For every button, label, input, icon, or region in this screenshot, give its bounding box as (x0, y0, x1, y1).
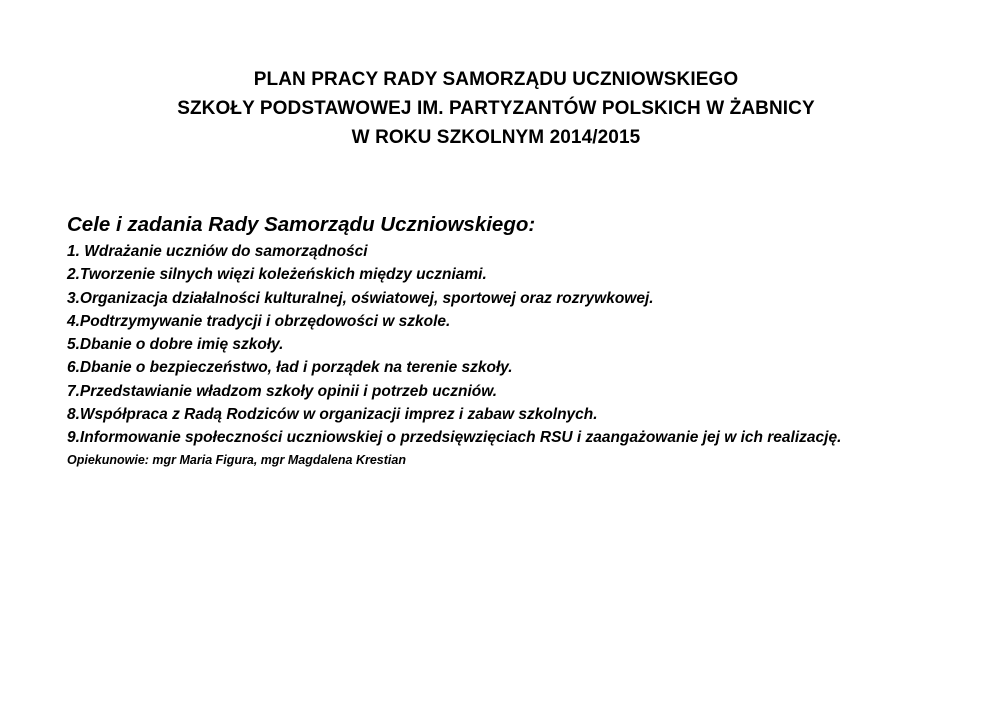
title-line-3: W ROKU SZKOLNYM 2014/2015 (351, 127, 641, 148)
goals-item-7: 7.Przedstawianie władzom szkoły opinii i potrzeb uczniów. (67, 382, 498, 400)
goals-item-4: 4.Podtrzymywanie tradycji i obrzędowości w szkole. (67, 312, 451, 330)
goals-item-2: 2.Tworzenie silnych więzi koleżeńskich między uczniami. (67, 266, 487, 284)
document-title (0, 65, 992, 152)
goals-item-5: 5.Dbanie o dobre imię szkoły. (67, 336, 284, 354)
goals-item-6: 6.Dbanie o bezpieczeństwo, ład i porządek na terenie szkoły. (67, 359, 513, 377)
goals-section (67, 211, 967, 470)
goals-heading: Cele i zadania Rady Samorządu Uczniowskiego: (67, 213, 536, 236)
title-line-1: PLAN PRACY RADY SAMORZĄDU UCZNIOWSKIEGO (253, 69, 739, 90)
goals-item-3: 3.Organizacja działalności kulturalnej, oświatowej, sportowej oraz rozrywkowej. (67, 289, 654, 307)
title-line-2: SZKOŁY PODSTAWOWEJ IM. PARTYZANTÓW POLSKICH W ŻABNICY (177, 98, 815, 119)
goals-item-9: 9.Informowanie społeczności uczniowskiej o przedsięwzięciach RSU i zaangażowanie jej w ich realizację. (67, 429, 842, 447)
goals-list (67, 240, 967, 450)
goals-item-8: 8.Współpraca z Radą Rodziców w organizacji imprez i zabaw szkolnych. (67, 406, 598, 424)
goals-item-1: 1. Wdrażanie uczniów do samorządności (67, 243, 368, 260)
caretakers-note: Opiekunowie: mgr Maria Figura, mgr Magdalena Krestian (67, 452, 406, 467)
